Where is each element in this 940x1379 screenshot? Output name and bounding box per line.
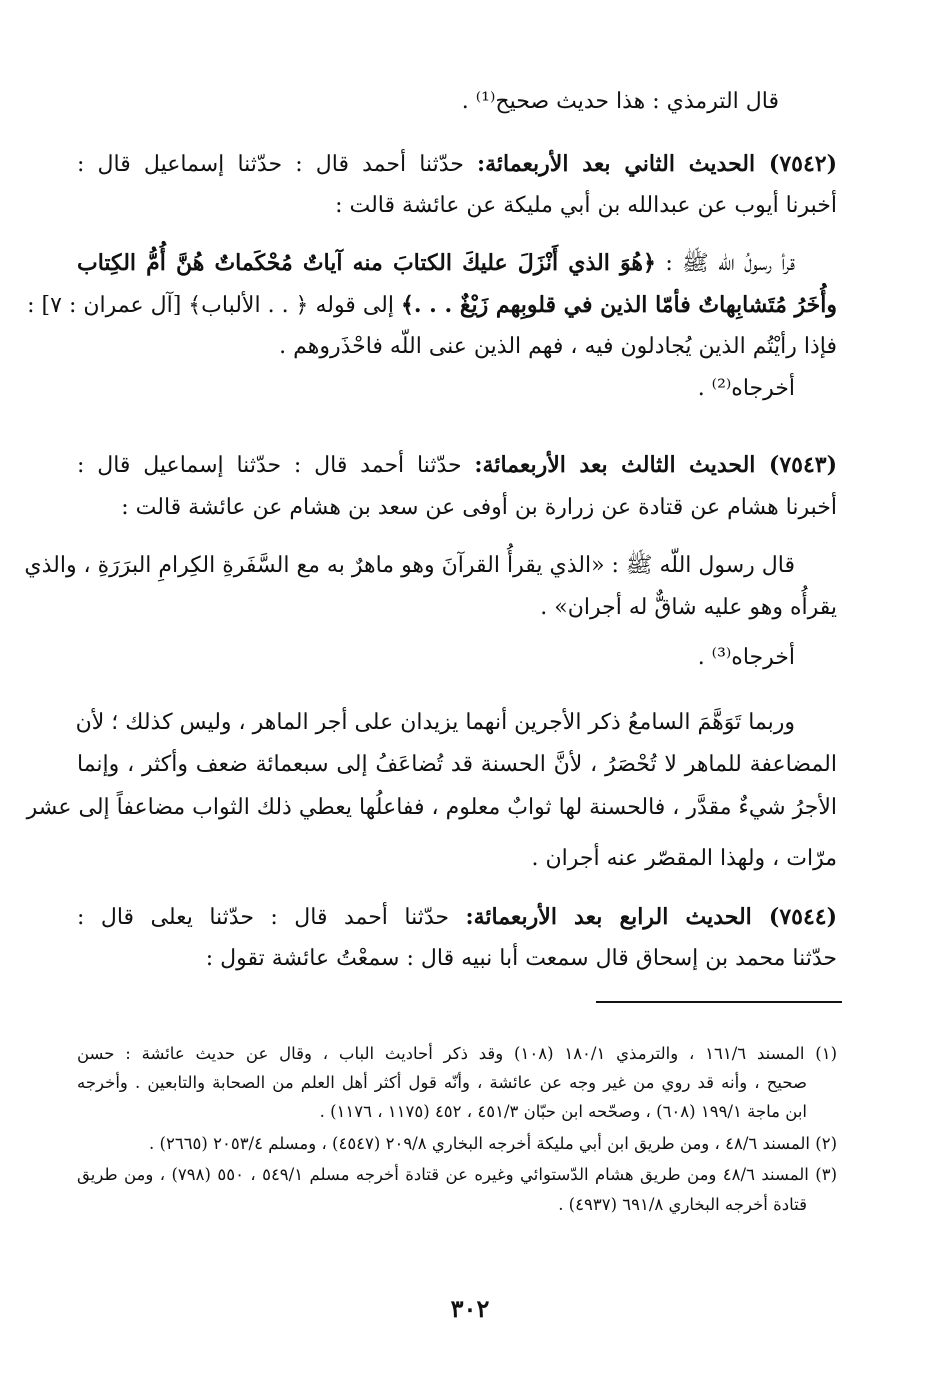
text-span: قال الترمذي : هذا حديث صحيح⁽¹⁾ . [461,89,779,114]
footnote-text: (٣) المسند ٤٨/٦ ومن طريق هشام الدّستوائي وغيره عن قتادة أخرجه مسلم ٥٤٩/١ ، ٥٥٠ (٧٩٨) ، ومن طريق [77,1165,837,1184]
footnote-3 [77,1161,837,1189]
footnote-text: ابن ماجة ١٩٩/١ (٦٠٨) ، وصحّحه ابن حبّان ٤٥١/٣ ، ٤٥٢ (١١٧٥ ، ١١٧٦) . [319,1102,807,1121]
footnote-text: (١) المسند ١٦١/٦ ، والترمذي ١٨٠/١ (١٠٨) وقد ذكر أحاديث الباب ، وقال عن حديث عائشة : حسن [77,1044,838,1063]
hadith-heading-7544 [77,899,837,936]
text-line [26,790,837,826]
hadith-number-label: (٧٥٤٤) الحديث الرابع بعد الأربعمائة: [465,904,837,930]
text-line [77,747,837,783]
hadith-heading-7543 [77,447,837,484]
text-span: يقرأُه وهو عليه شاقٌّ له أجران» . [540,595,837,620]
text-line [77,490,837,526]
text-span: أخبرنا أيوب عن عبدالله بن أبي مليكة عن عائشة قالت : [335,193,837,218]
text-span: الأجرُ شيءٌ مقدَّر ، فالحسنة لها ثوابٌ معلوم ، ففاعلُها يعطي ذلك الثواب مضاعفاً إلى عشر [26,795,837,820]
text-span: وربما تَوَهَّمَ السامعُ ذكر الأجرين أنهما يزيدان على أجر الماهر ، وليس كذلك ؛ لأن [75,710,795,735]
footnote-1 [77,1040,837,1068]
text-line [77,245,837,282]
footnote-2 [77,1130,837,1158]
text-line [24,548,837,584]
text-span: قال رسول اللّه ﷺ : «الذي يقرأُ القرآنَ وهو ماهرٌ به مع السَّفَرةِ الكِرامِ البرَرَةِ ، والذي [24,553,795,578]
isnad-text: حدّثنا أحمد قال : حدّثنا يعلى قال : [77,905,466,930]
text-line [77,941,837,977]
text-line [77,590,837,626]
text-line [77,371,837,407]
page-number: ٣٠٢ [450,1294,490,1323]
footnote-text: قتادة أخرجه البخاري ٦٩١/٨ (٤٩٣٧) . [558,1195,807,1214]
text-line [77,705,837,741]
footnote-1-cont [77,1069,837,1097]
hadith-number-label: (٧٥٤٢) الحديث الثاني بعد الأربعمائة: [476,151,837,177]
text-line [77,84,837,120]
text-span: إلى قوله ﴿ . . الألباب﴾ [آل عمران : ٧] : [27,293,401,318]
footnote-1-cont [77,1098,837,1126]
quran-quote: وأُخَرُ مُتَشابِهاتٌ فأمّا الذين في قلوبِهم زَيْغٌ . . .﴾ [400,292,837,318]
text-span: حدّثنا محمد بن إسحاق قال سمعت أبا نبيه قال : سمعْتُ عائشة تقول : [205,946,837,971]
text-span: المضاعفة للماهر لا تُحْصَرُ ، لأنَّ الحسنة قد تُضاعَفُ إلى سبعمائة ضعف وأكثر ، وإنما [77,752,837,777]
isnad-text: حدّثنا أحمد قال : حدّثنا إسماعيل قال : [77,453,475,478]
text-span: فإذا رأيْتُم الذين يُجادلون فيه ، فهم الذين عنى اللّه فاحْذَروهم . [279,334,837,359]
footnote-separator [596,1001,842,1003]
hadith-heading-7542 [77,146,837,183]
text-line [77,841,837,877]
footnote-text: صحيح ، وأنه قد روي من غير وجه عن عائشة ، وأنّه قول أكثر أهل العلم من الصحابة والتابعين . وأخرجه [77,1073,807,1092]
text-span: أخبرنا هشام عن قتادة عن زرارة بن أوفى عن سعد بن هشام عن عائشة قالت : [121,495,837,520]
text-line [77,640,837,676]
text-span: قرأ رسولُ اللّه ﷺ : [655,251,796,276]
text-line [27,287,837,324]
text-span: أخرجاه⁽²⁾ . [697,376,795,401]
text-span: مرّات ، ولهذا المقصّر عنه أجران . [531,846,837,871]
footnote-3-cont [77,1191,837,1219]
hadith-number-label: (٧٥٤٣) الحديث الثالث بعد الأربعمائة: [474,452,837,478]
text-line [77,188,837,224]
text-span: أخرجاه⁽³⁾ . [697,645,795,670]
text-line [77,329,837,365]
quran-quote: ﴿هُوَ الذي أَنْزَلَ عليكَ الكتابَ منه آياتٌ مُحْكَماتٌ هُنَّ أُمُّ الكِتاب [77,250,656,276]
isnad-text: حدّثنا أحمد قال : حدّثنا إسماعيل قال : [77,152,477,177]
footnote-text: (٢) المسند ٤٨/٦ ، ومن طريق ابن أبي مليكة أخرجه البخاري ٢٠٩/٨ (٤٥٤٧) ، ومسلم ٢٠٥٣/٤ (٢٦٦٥) . [149,1134,837,1153]
